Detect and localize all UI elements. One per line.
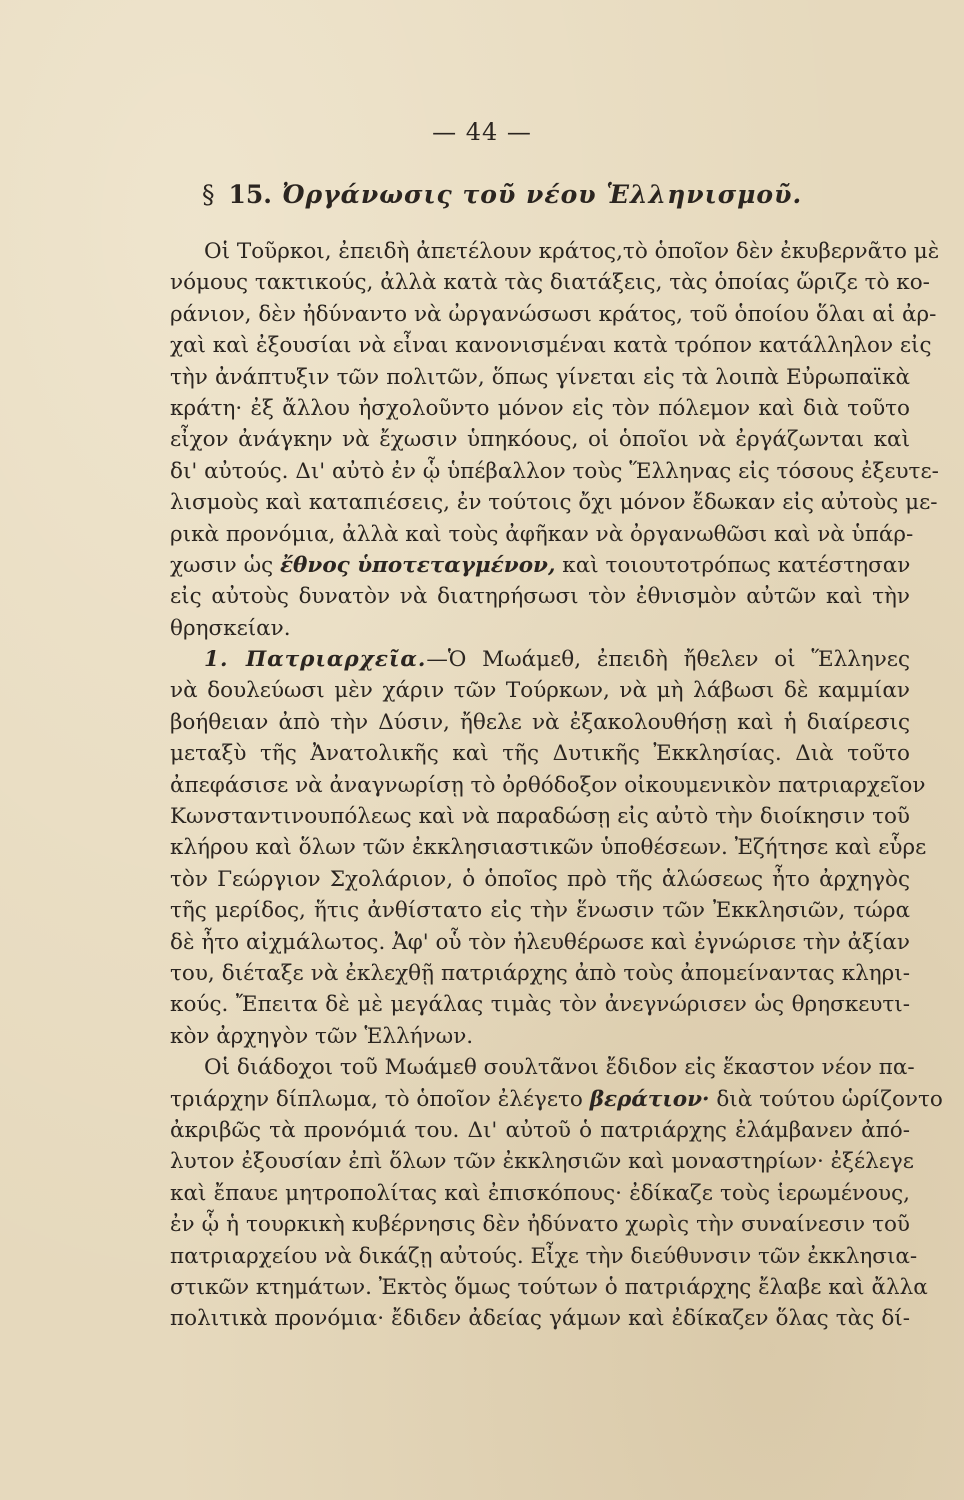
section-title: Ὀργάνωσις τοῦ νέου Ἑλληνισμοῦ. — [282, 180, 803, 209]
body-text — [170, 236, 943, 1335]
text-line: λυτον ἐξουσίαν ἐπὶ ὅλων τῶν ἐκκλησιῶν καὶ μοναστηρίων· ἐξέλεγε — [170, 1149, 914, 1175]
text-line: ρικὰ προνόμια, ἀλλὰ καὶ τοὺς ἀφῆκαν νὰ ὀργανωθῶσι καὶ νὰ ὑπάρ- — [170, 521, 914, 547]
text-line: θρησκείαν. — [170, 615, 291, 641]
text-line: εἰς αὐτοὺς δυνατὸν νὰ διατηρήσωσι τὸν ἐθνισμὸν αὐτῶν καὶ τὴν — [170, 584, 910, 610]
text-line: ἐν ᾧ ἡ τουρκικὴ κυβέρνησις δὲν ἠδύνατο χωρὶς τὴν συναίνεσιν τοῦ — [170, 1212, 910, 1238]
text-fragment: τριάρχην δίπλωμα, τὸ ὁποῖον ἐλέγετο — [170, 1086, 590, 1112]
text-line: του, διέταξε νὰ ἐκλεχθῇ πατριάρχης ἀπὸ τοὺς ἀπομείναντας κληρι- — [170, 960, 910, 986]
page-number: — 44 — — [432, 118, 532, 146]
text-fragment: καὶ τοιουτοτρόπως κατέστησαν — [555, 552, 911, 578]
text-line: κράτη· ἐξ ἄλλου ἠσχολοῦντο μόνον εἰς τὸν πόλεμον καὶ διὰ τοῦτο — [170, 395, 910, 421]
text-line: χαὶ καὶ ἐξουσίαι νὰ εἶναι κανονισμέναι κατὰ τρόπον κατάλληλον εἰς — [170, 333, 932, 359]
text-line: νόμους τακτικούς, ἀλλὰ κατὰ τὰς διατάξεις, τὰς ὁποίας ὥριζε τὸ κο- — [170, 270, 930, 296]
text-line: ράνιον, δὲν ἠδύναντο νὰ ὠργανώσωσι κράτος, τοῦ ὁποίου ὅλαι αἱ ἀρ- — [170, 301, 937, 327]
text-line: λισμοὺς καὶ καταπιέσεις, ἐν τούτοις ὄχι μόνον ἔδωκαν εἰς αὐτοὺς με- — [170, 490, 938, 516]
text-line: ἀκριβῶς τὰ προνόμιά του. Δι' αὐτοῦ ὁ πατριάρχης ἐλάμβανεν ἀπό- — [170, 1117, 910, 1143]
section-number: 15. — [228, 180, 272, 209]
text-fragment: χωσιν ὡς — [170, 552, 280, 578]
text-line: νὰ δουλεύωσι μὲν χάριν τῶν Τούρκων, νὰ μὴ λάβωσι δὲ καμμίαν — [170, 678, 910, 704]
text-line: στικῶν κτημάτων. Ἐκτὸς ὅμως τούτων ὁ πατριάρχης ἔλαβε καὶ ἄλλα — [170, 1274, 928, 1300]
section-heading — [202, 180, 802, 209]
text-line: τὴν ἀνάπτυξιν τῶν πολιτῶν, ὅπως γίνεται εἰς τὰ λοιπὰ Εὐρωπαϊκὰ — [170, 364, 910, 390]
text-line — [170, 644, 910, 675]
text-line: κὸν ἀρχηγὸν τῶν Ἑλλήνων. — [170, 1023, 474, 1049]
text-line: δι' αὐτούς. Δι' αὐτὸ ἐν ᾧ ὑπέβαλλον τοὺς Ἕλληνας εἰς τόσους ἐξευτε- — [170, 458, 939, 484]
text-line: Οἱ διάδοχοι τοῦ Μωάμεθ σουλτᾶνοι ἔδιδον εἰς ἕκαστον νέον πα- — [204, 1055, 915, 1081]
emphasized-phrase: ἔθνος ὑποτεταγμένον, — [279, 552, 556, 578]
text-line: πατριαρχείου νὰ δικάζῃ αὐτούς. Εἶχε τὴν διεύθυνσιν τῶν ἐκκλησια- — [170, 1243, 918, 1269]
text-fragment: διὰ τούτου ὡρίζοντο — [709, 1086, 943, 1112]
text-line: κλήρου καὶ ὅλων τῶν ἐκκλησιαστικῶν ὑποθέσεων. Ἐζήτησε καὶ εὗρε — [170, 835, 927, 861]
text-line: ἀπεφάσισε νὰ ἀναγνωρίσῃ τὸ ὀρθόδοξον οἰκουμενικὸν πατριαρχεῖον — [170, 772, 926, 798]
text-line: δὲ ἦτο αἰχμάλωτος. Ἀφ' οὗ τὸν ἠλευθέρωσε καὶ ἐγνώρισε τὴν ἀξίαν — [170, 929, 910, 955]
emphasized-phrase: βεράτιον· — [589, 1086, 710, 1112]
text-line: τῆς μερίδος, ἥτις ἀνθίστατο εἰς τὴν ἕνωσιν τῶν Ἐκκλησιῶν, τώρα — [170, 898, 910, 924]
text-line: κούς. Ἔπειτα δὲ μὲ μεγάλας τιμὰς τὸν ἀνεγνώρισεν ὡς θρησκευτι- — [170, 992, 910, 1018]
text-line: εἶχον ἀνάγκην νὰ ἔχωσιν ὑπηκόους, οἱ ὁποῖοι νὰ ἐργάζωνται καὶ — [170, 427, 910, 453]
text-line: Οἱ Τοῦρκοι, ἐπειδὴ ἀπετέλουν κράτος,τὸ ὁποῖον δὲν ἐκυβερνᾶτο μὲ — [204, 239, 940, 264]
subsection-heading: 1. Πατριαρχεῖα. — [204, 647, 427, 673]
text-line — [170, 550, 910, 581]
text-line — [170, 1084, 943, 1115]
text-line: καὶ ἔπαυε μητροπολίτας καὶ ἐπισκόπους· ἐδίκαζε τοὺς ἱερωμένους, — [170, 1180, 910, 1206]
text-fragment: —Ὁ Μωάμεθ, ἐπειδὴ ἤθελεν οἱ Ἕλληνες — [426, 647, 910, 673]
section-symbol: § — [202, 180, 215, 209]
text-line: τὸν Γεώργιον Σχολάριον, ὁ ὁποῖος πρὸ τῆς ἁλώσεως ἦτο ἀρχηγὸς — [170, 866, 910, 892]
text-line: Κωνσταντινουπόλεως καὶ νὰ παραδώσῃ εἰς αὐτὸ τὴν διοίκησιν τοῦ — [170, 804, 910, 830]
text-line: πολιτικὰ προνόμια· ἔδιδεν ἀδείας γάμων καὶ ἐδίκαζεν ὅλας τὰς δί- — [170, 1306, 910, 1332]
text-line: βοήθειαν ἀπὸ τὴν Δύσιν, ἤθελε νὰ ἐξακολουθήσῃ καὶ ἡ διαίρεσις — [170, 709, 910, 735]
text-line: μεταξὺ τῆς Ἀνατολικῆς καὶ τῆς Δυτικῆς Ἐκκλησίας. Διὰ τοῦτο — [170, 741, 910, 767]
